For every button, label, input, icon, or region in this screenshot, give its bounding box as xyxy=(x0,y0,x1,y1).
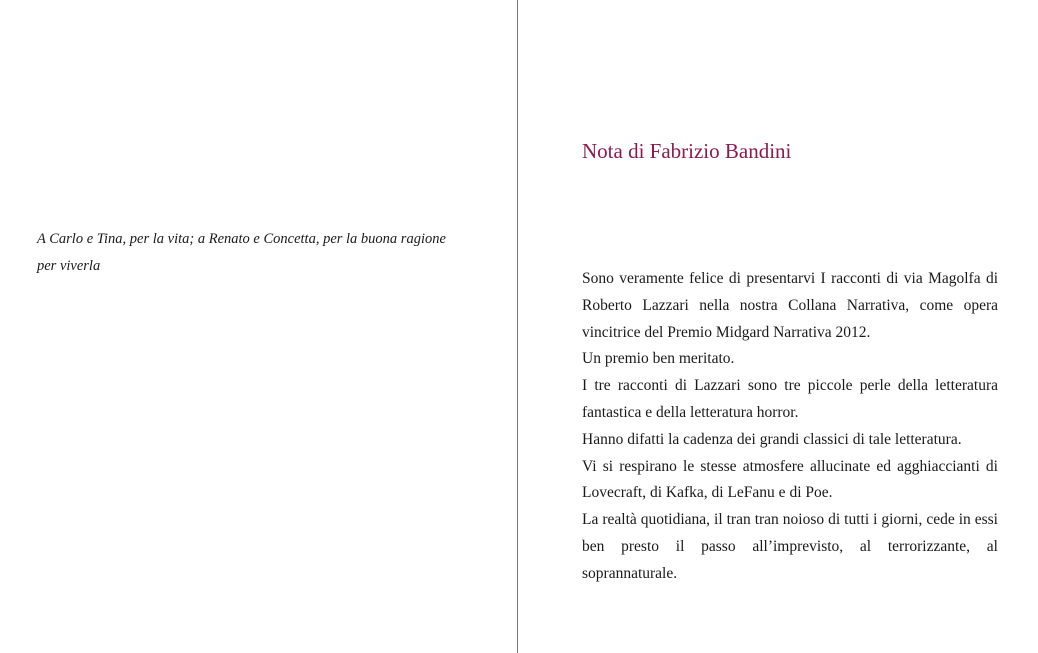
body-text xyxy=(582,266,998,588)
body-paragraph: La realtà quotidiana, il tran tran noioso di tutti i giorni, cede in essi ben presto il passo all’imprevisto, al terrorizzante, al soprannaturale. xyxy=(582,511,998,582)
left-page xyxy=(0,0,517,653)
body-paragraph: Vi si respirano le stesse atmosfere allucinate ed agghiaccianti di Lovecraft, di Kafka, di LeFanu e di Poe. xyxy=(582,457,998,502)
body-paragraph: Un premio ben meritato. xyxy=(582,350,735,368)
body-paragraph: Sono veramente felice di presentarvi I racconti di via Magolfa di Roberto Lazzari nella nostra Collana Narrativa, come opera vincitrice del Premio Midgard Narrativa 2012. xyxy=(582,270,998,341)
body-paragraph: Hanno difatti la cadenza dei grandi classici di tale letteratura. xyxy=(582,430,962,448)
body-paragraph: I tre racconti di Lazzari sono tre piccole perle della letteratura fantastica e della letteratura horror. xyxy=(582,377,998,421)
right-page xyxy=(518,0,1038,653)
dedication-text: A Carlo e Tina, per la vita; a Renato e Concetta, per la buona ragione per viverla xyxy=(37,231,446,274)
chapter-title: Nota di Fabrizio Bandini xyxy=(582,139,792,163)
